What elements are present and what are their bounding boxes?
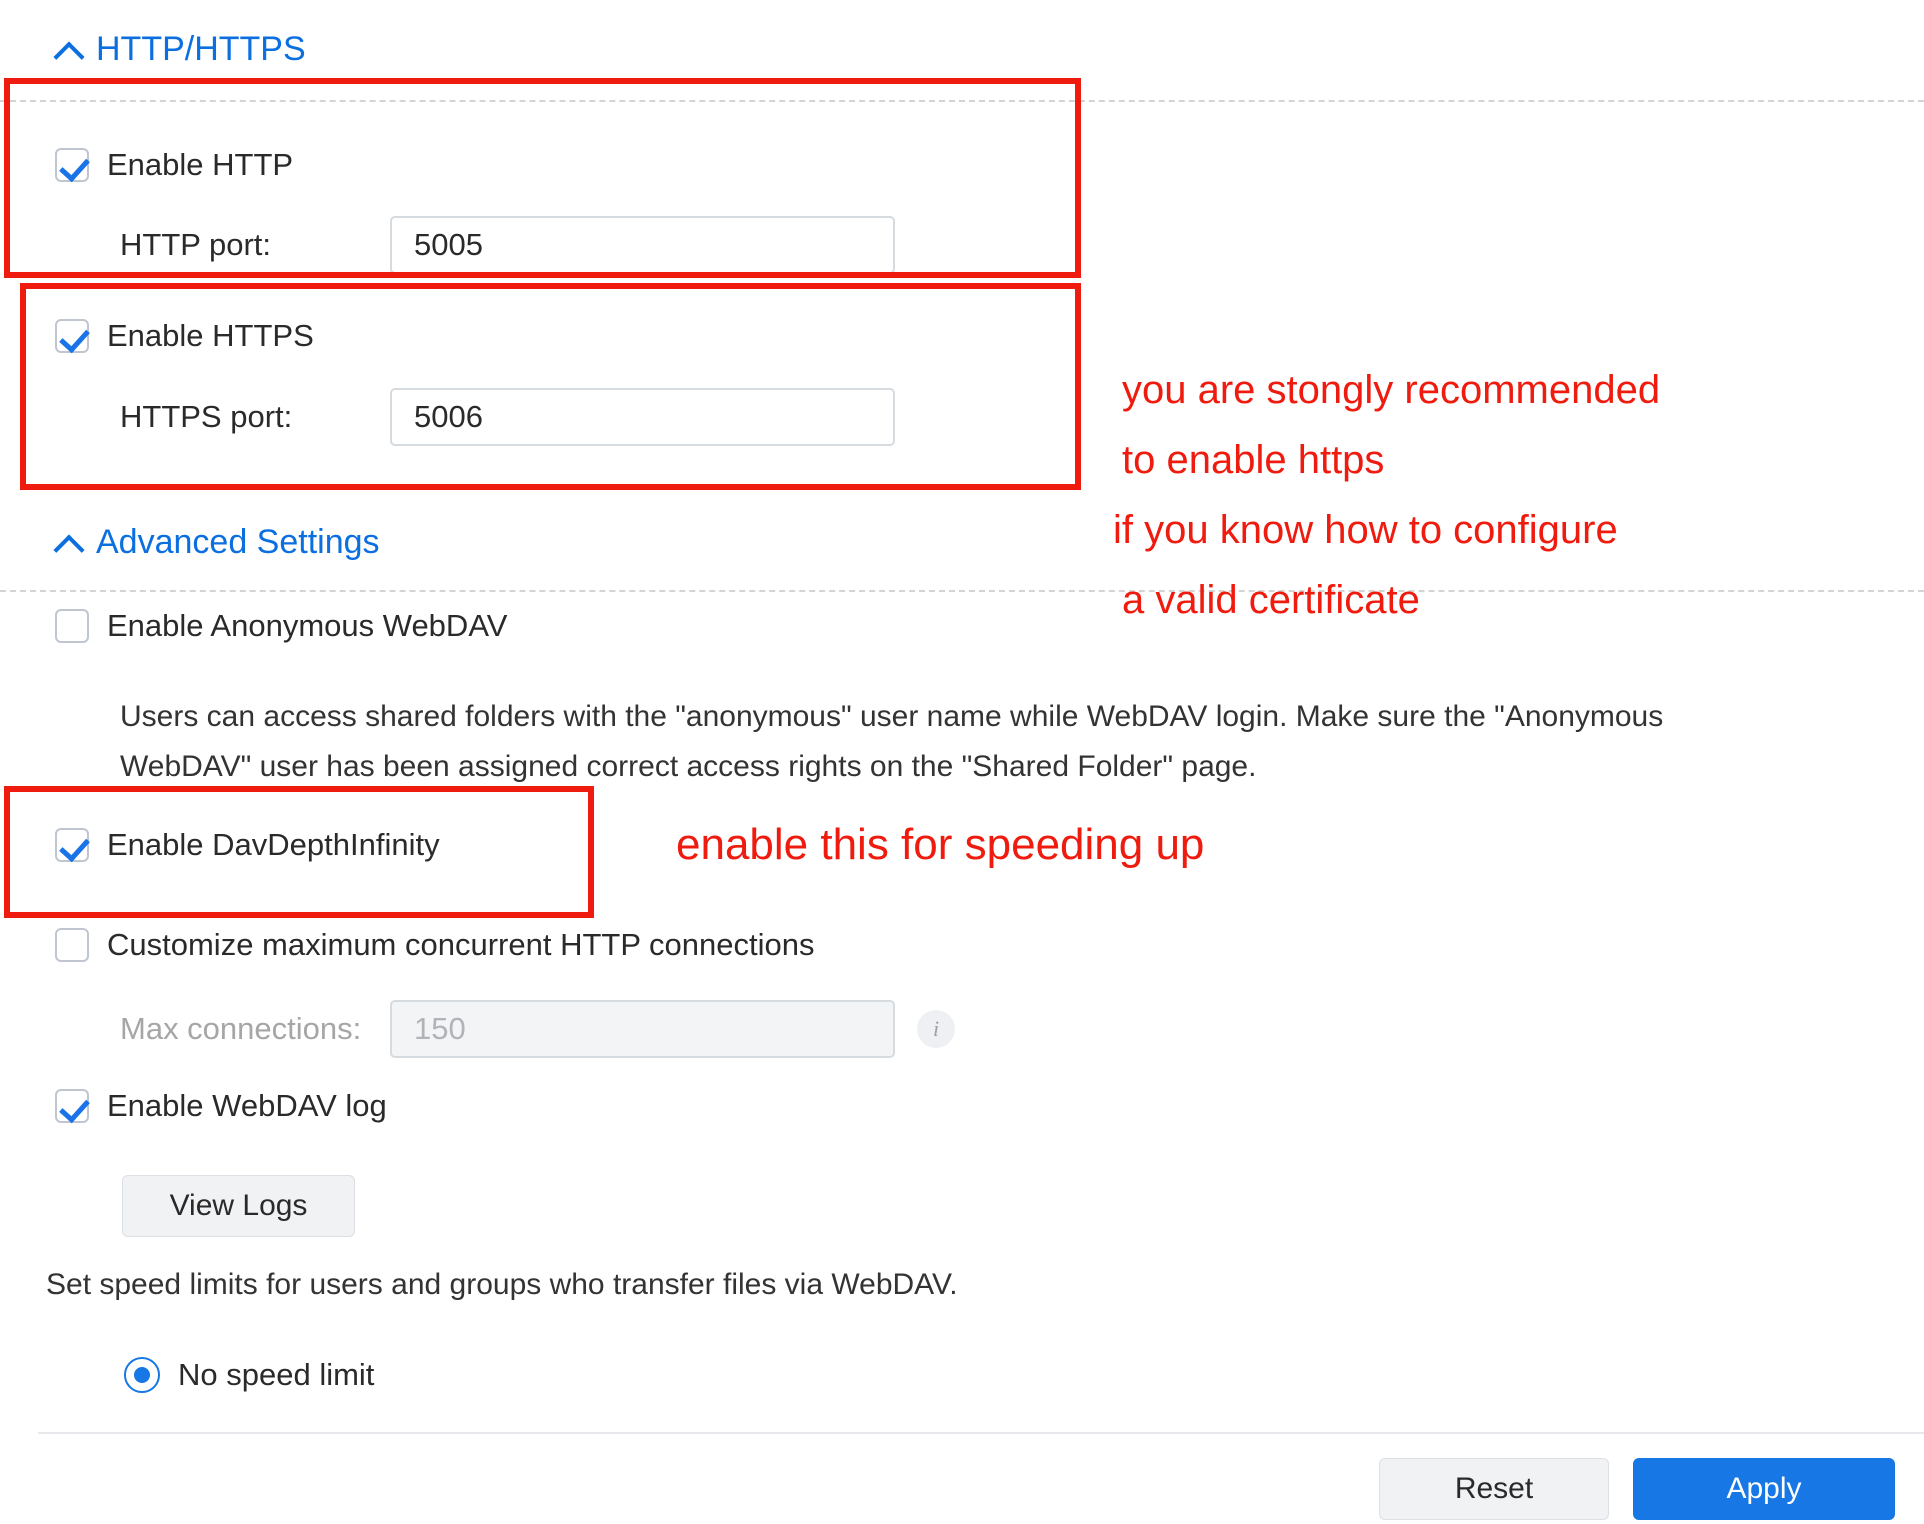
divider-advanced-settings	[0, 590, 1924, 592]
enable-anonymous-webdav-row[interactable]	[55, 608, 507, 644]
footer-separator	[38, 1432, 1924, 1434]
enable-http-checkbox[interactable]	[55, 148, 89, 182]
max-connections-input[interactable]: 150	[390, 1000, 895, 1058]
annotation-davdepthinfinity: enable this for speeding up	[676, 820, 1205, 869]
annotation-https-line2: to enable https	[1122, 438, 1385, 482]
https-port-row	[0, 388, 895, 446]
section-header-advanced-settings[interactable]	[56, 523, 380, 562]
chevron-up-icon	[56, 530, 82, 556]
info-icon[interactable]: i	[917, 1010, 955, 1048]
annotation-https-line1: you are stongly recommended	[1122, 368, 1661, 412]
http-port-row	[0, 216, 895, 274]
enable-http-label: Enable HTTP	[107, 147, 294, 182]
enable-webdav-log-checkbox[interactable]	[55, 1089, 89, 1123]
no-speed-limit-label: No speed limit	[178, 1357, 375, 1392]
enable-davdepthinfinity-label: Enable DavDepthInfinity	[107, 827, 440, 862]
apply-button[interactable]: Apply	[1633, 1458, 1895, 1520]
enable-webdav-log-row[interactable]	[55, 1088, 387, 1124]
max-connections-label: Max connections:	[120, 1011, 362, 1046]
section-header-http-https[interactable]	[56, 30, 306, 69]
divider-http-https	[0, 100, 1924, 102]
enable-http-row[interactable]	[55, 147, 293, 183]
annotation-box-https	[20, 283, 1081, 490]
enable-anonymous-webdav-label: Enable Anonymous WebDAV	[107, 608, 508, 643]
https-port-label: HTTPS port:	[120, 399, 293, 434]
chevron-up-icon	[56, 37, 82, 63]
no-speed-limit-radio[interactable]	[124, 1357, 160, 1393]
no-speed-limit-row[interactable]	[124, 1357, 374, 1393]
enable-davdepthinfinity-row[interactable]	[55, 827, 440, 863]
http-port-input[interactable]: 5005	[390, 216, 895, 274]
speed-limit-note: Set speed limits for users and groups who transfer files via WebDAV.	[46, 1268, 958, 1301]
enable-https-row[interactable]	[55, 318, 314, 354]
view-logs-button[interactable]: View Logs	[122, 1175, 355, 1237]
enable-https-label: Enable HTTPS	[107, 318, 314, 353]
enable-https-checkbox[interactable]	[55, 319, 89, 353]
anonymous-webdav-note: Users can access shared folders with the "anonymous" user name while WebDAV login. Make sure the "Anonymous WebDAV" user has been assigned correct access rights on the "Shared Folder" page.	[120, 700, 1664, 783]
customize-max-connections-row[interactable]	[55, 927, 815, 963]
enable-anonymous-webdav-checkbox[interactable]	[55, 609, 89, 643]
annotation-https-line3: if you know how to configure	[1113, 508, 1618, 552]
section-title-http-https: HTTP/HTTPS	[96, 30, 306, 68]
enable-davdepthinfinity-checkbox[interactable]	[55, 828, 89, 862]
section-title-advanced-settings: Advanced Settings	[96, 523, 380, 561]
annotation-https-line4: a valid certificate	[1122, 578, 1420, 622]
max-connections-row	[0, 1000, 955, 1058]
customize-max-connections-checkbox[interactable]	[55, 928, 89, 962]
enable-webdav-log-label: Enable WebDAV log	[107, 1088, 387, 1123]
http-port-label: HTTP port:	[120, 227, 272, 262]
customize-max-connections-label: Customize maximum concurrent HTTP connections	[107, 927, 815, 962]
reset-button[interactable]: Reset	[1379, 1458, 1609, 1520]
https-port-input[interactable]: 5006	[390, 388, 895, 446]
